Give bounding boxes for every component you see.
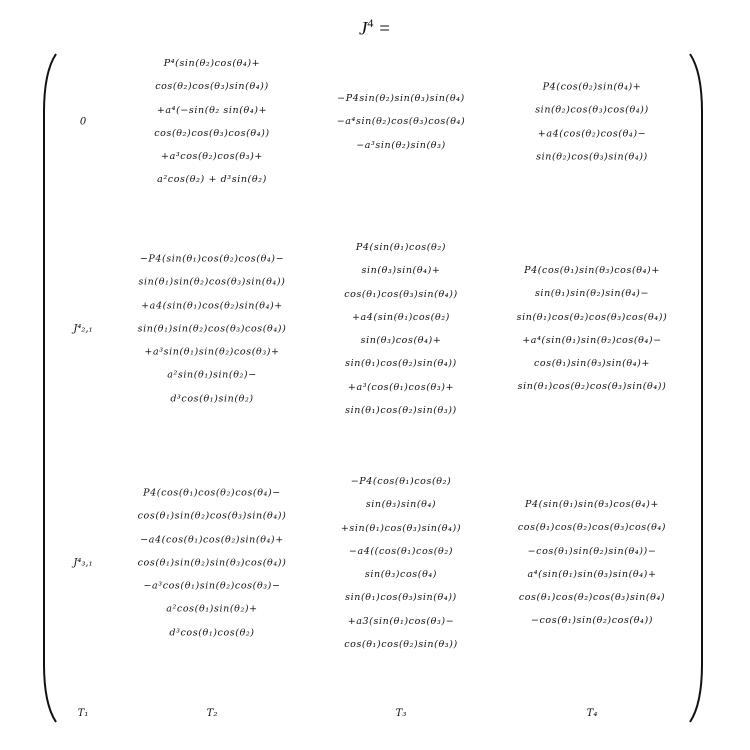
expression-line: P4(cos(θ₁)cos(θ₂)cos(θ₄)− [143, 487, 281, 499]
expression-line: sin(θ₁)cos(θ₂)sin(θ₃)) [345, 404, 457, 416]
expression-line: sin(θ₁)cos(θ₂)cos(θ₃)sin(θ₄)) [517, 381, 667, 393]
expression-line: a⁴(sin(θ₁)sin(θ₃)sin(θ₄)+ [527, 569, 657, 580]
matrix-entry [341, 470, 461, 656]
title-base: J [358, 18, 368, 40]
expression-line: sin(θ₁)sin(θ₂)cos(θ₃)cos(θ₄)) [137, 323, 287, 335]
column-label: T₁ [77, 708, 89, 719]
matrix-entry [535, 75, 649, 168]
expression-line: sin(θ₁)cos(θ₂)sin(θ₄)) [345, 358, 457, 370]
expression-line: cos(θ₁)sin(θ₂)cos(θ₃)sin(θ₄)) [137, 510, 287, 522]
expression-line: P4(cos(θ₂)sin(θ₄)+ [542, 81, 642, 93]
expression-line: +a4(sin(θ₁)cos(θ₂)sin(θ₄)+ [141, 300, 283, 312]
expression-line: +a4(cos(θ₂)cos(θ₄)− [537, 128, 647, 139]
expression-line: sin(θ₃)sin(θ₄) [365, 499, 437, 511]
expression-line: P4(sin(θ₁)sin(θ₃)cos(θ₄)+ [525, 499, 659, 511]
equation-title [0, 16, 750, 40]
expression-line: −P4(sin(θ₁)cos(θ₂)cos(θ₄)− [139, 253, 285, 265]
expression-line: cos(θ₁)sin(θ₂)sin(θ₃)cos(θ₄)) [137, 557, 287, 569]
expression-line: +a⁴(sin(θ₁)sin(θ₂)cos(θ₄)− [522, 335, 662, 346]
expression-line: cos(θ₁)sin(θ₃)sin(θ₄)+ [534, 358, 650, 370]
expression-line: P4(cos(θ₁)sin(θ₃)cos(θ₄)+ [524, 265, 660, 277]
expression-line: cos(θ₂)cos(θ₃)sin(θ₄)) [155, 81, 269, 93]
expression-line: a²cos(θ₂) + d³sin(θ₂) [157, 174, 267, 186]
expression-line: cos(θ₂)cos(θ₃)cos(θ₄)) [154, 128, 270, 139]
expression-line: +a³(cos(θ₁)cos(θ₃)+ [347, 381, 455, 393]
matrix-entry [517, 259, 668, 399]
expression-line: sin(θ₁)cos(θ₃)sin(θ₄)) [345, 592, 457, 604]
row-label: J⁴₂,₁ [73, 323, 93, 335]
expression-line: sin(θ₃)cos(θ₄)+ [360, 335, 442, 346]
expression-line: +a3(sin(θ₁)cos(θ₃)− [347, 615, 455, 627]
expression-line: −P4(cos(θ₁)cos(θ₂) [350, 475, 452, 487]
expression-line: −a⁴sin(θ₂)cos(θ₃)cos(θ₄) [336, 116, 466, 128]
column-label: T₃ [395, 708, 407, 719]
title-equals: = [373, 18, 391, 40]
expression-line: cos(θ₁)cos(θ₂)cos(θ₃)sin(θ₄) [518, 592, 666, 604]
matrix-entry [344, 236, 458, 422]
expression-line: +a⁴(−sin(θ₂ sin(θ₄)+ [156, 104, 268, 116]
column-label: T₄ [586, 708, 598, 719]
matrix-entry [154, 52, 269, 192]
expression-line: sin(θ₁)sin(θ₂)sin(θ₄)− [534, 288, 650, 300]
matrix-entry [138, 481, 287, 644]
expression-line: +a³cos(θ₂)cos(θ₃)+ [161, 151, 263, 163]
expression-line: −a4(cos(θ₁)cos(θ₂)sin(θ₄)+ [140, 534, 284, 546]
expression-line: cos(θ₁)cos(θ₂)sin(θ₃)) [344, 638, 458, 650]
expression-line: d³cos(θ₁)sin(θ₂) [170, 393, 254, 405]
expression-line: a²cos(θ₁)sin(θ₂)+ [166, 603, 258, 615]
expression-line: sin(θ₁)sin(θ₂)cos(θ₃)sin(θ₄)) [138, 276, 286, 288]
expression-line: P4(sin(θ₁)cos(θ₂) [355, 241, 447, 253]
expression-line: −a4((cos(θ₁)cos(θ₂) [348, 545, 454, 557]
expression-line: −cos(θ₁)sin(θ₂)sin(θ₄))− [527, 545, 657, 557]
expression-line: a²sin(θ₁)sin(θ₂)− [167, 369, 257, 381]
matrix-entry [138, 247, 287, 410]
expression-line: cos(θ₁)cos(θ₃)sin(θ₄)) [344, 288, 458, 300]
row-label: 0 [79, 116, 87, 128]
expression-line: sin(θ₂)cos(θ₃)cos(θ₄)) [535, 104, 649, 116]
column-label: T₂ [206, 708, 218, 719]
row-label: J⁴₃,₁ [73, 557, 93, 569]
right-parenthesis [688, 52, 704, 724]
expression-line: cos(θ₁)cos(θ₂)cos(θ₃)cos(θ₄) [517, 522, 667, 534]
expression-line: −a³sin(θ₂)sin(θ₃) [356, 139, 446, 151]
expression-line: sin(θ₃)cos(θ₄) [364, 569, 438, 580]
expression-line: sin(θ₃)sin(θ₄)+ [361, 265, 441, 277]
expression-line: +a4(sin(θ₁)cos(θ₂) [351, 311, 450, 323]
expression-line: +a³sin(θ₁)sin(θ₂)cos(θ₃)+ [144, 346, 280, 358]
expression-line: sin(θ₁)cos(θ₂)cos(θ₃)cos(θ₄)) [516, 311, 668, 323]
expression-line: +sin(θ₁)cos(θ₃)sin(θ₄)) [340, 522, 462, 534]
matrix-entry [518, 493, 666, 633]
expression-line: −a³cos(θ₁)sin(θ₂)cos(θ₃)− [143, 580, 281, 592]
expression-line: P⁴(sin(θ₂)cos(θ₄)+ [163, 58, 261, 70]
expression-line: d³cos(θ₁)cos(θ₂) [169, 627, 255, 639]
expression-line: −P4sin(θ₂)sin(θ₃)sin(θ₄) [337, 93, 465, 105]
expression-line: −cos(θ₁)sin(θ₂)cos(θ₄)) [530, 615, 654, 627]
matrix-entry [337, 87, 466, 157]
title-sup: 4 [367, 16, 374, 30]
left-parenthesis [42, 52, 58, 724]
expression-line: sin(θ₂)cos(θ₃)sin(θ₄)) [536, 151, 648, 163]
